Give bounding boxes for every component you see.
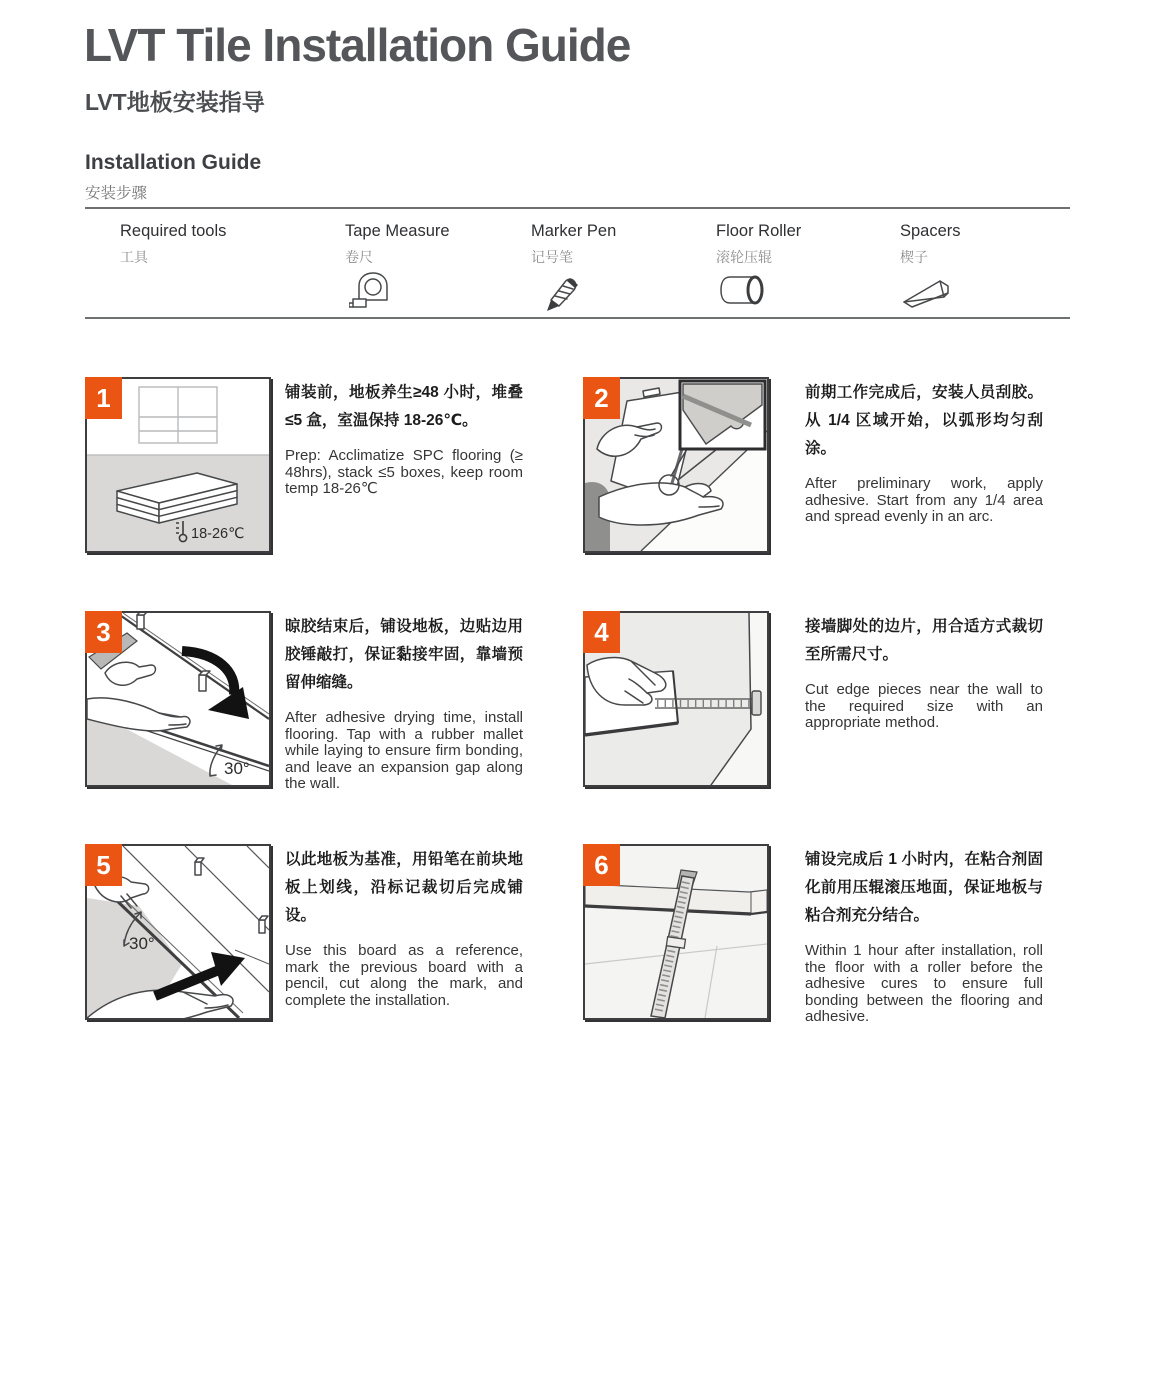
step-6-text <box>805 846 1043 1026</box>
step-1-text <box>285 379 523 498</box>
step-5-text-zh: 以此地板为基准，用铅笔在前块地板上划线，沿标记裁切后完成铺设。 <box>285 851 523 924</box>
marker-pen-icon <box>537 266 585 319</box>
tape-measure-icon <box>349 266 397 319</box>
tool-label: Tape Measure <box>345 222 450 240</box>
step-3-angle-label: 30° <box>224 759 250 778</box>
step-4-number-badge: 4 <box>583 611 620 653</box>
section-heading: Installation Guide <box>85 151 262 174</box>
step-5-figure <box>85 844 271 1020</box>
tools-header-label: Required tools <box>120 222 227 240</box>
divider-bottom <box>85 317 1070 319</box>
tool-label-zh: 滚轮压辊 <box>716 249 772 265</box>
tool-label: Floor Roller <box>716 222 802 240</box>
step-4-figure <box>583 611 769 787</box>
page-subtitle-zh: LVT地板安装指导 <box>85 89 265 115</box>
step-1-number-badge: 1 <box>85 377 122 419</box>
tools-header-label-zh: 工具 <box>120 249 148 265</box>
step-1-figure <box>85 377 271 553</box>
divider-top <box>85 207 1070 209</box>
step-2-text-zh: 前期工作完成后，安装人员刮胶。从 1/4 区域开始，以弧形均匀刮涂。 <box>805 384 1043 457</box>
step-3-text <box>285 613 523 793</box>
step-6-text-zh: 铺设完成后 1 小时内，在粘合剂固化前用压辊滚压地面，保证地板与粘合剂充分结合。 <box>805 851 1043 924</box>
tool-label-zh: 卷尺 <box>345 249 373 265</box>
step-4-text-en: Cut edge pieces near the wall to the required size with an appropriate method. <box>805 681 1043 731</box>
step-1-temperature-label: 18-26℃ <box>191 526 245 542</box>
step-1-text-zh: 铺装前，地板养生≥48 小时，堆叠≤5 盒，室温保持 18-26℃。 <box>285 384 523 429</box>
tool-label: Marker Pen <box>531 222 617 240</box>
step-3-text-en: After adhesive drying time, install flooring. Tap with a rubber mallet while laying to ensure firm bonding, and leave an expansion gap along the wall. <box>285 709 523 792</box>
step-2-text <box>805 379 1043 526</box>
spacer-wedge-icon <box>900 266 952 319</box>
step-4-text <box>805 613 1043 732</box>
section-heading-zh: 安装步骤 <box>85 185 148 202</box>
tool-label-zh: 楔子 <box>900 249 928 265</box>
step-1-text-en: Prep: Acclimatize SPC flooring (≥ 48hrs), stack ≤5 boxes, keep room temp 18-26℃ <box>285 447 523 497</box>
step-5-text-en: Use this board as a reference, mark the previous board with a pencil, cut along the mark, and complete the installation. <box>285 942 523 1009</box>
step-5-text <box>285 846 523 1009</box>
step-3-number-badge: 3 <box>85 611 122 653</box>
floor-roller-icon <box>718 266 770 319</box>
tool-label-zh: 记号笔 <box>531 249 573 265</box>
step-3-text-zh: 晾胶结束后，铺设地板，边贴边用胶锤敲打，保证黏接牢固，靠墙预留伸缩缝。 <box>285 618 523 691</box>
step-2-text-en: After preliminary work, apply adhesive. Start from any 1/4 area and spread evenly in an arc. <box>805 475 1043 525</box>
tool-label: Spacers <box>900 222 961 240</box>
step-4-text-zh: 接墙脚处的边片，用合适方式裁切至所需尺寸。 <box>805 618 1043 663</box>
step-6-figure <box>583 844 769 1020</box>
step-5-angle-label: 30° <box>129 934 155 953</box>
step-2-figure <box>583 377 769 553</box>
step-6-number-badge: 6 <box>583 844 620 886</box>
step-5-number-badge: 5 <box>85 844 122 886</box>
step-6-text-en: Within 1 hour after installation, roll the floor with a roller before the adhesive cures to ensure full bonding between the flooring and adhesive. <box>805 942 1043 1025</box>
step-2-number-badge: 2 <box>583 377 620 419</box>
step-3-figure <box>85 611 271 787</box>
page-title: LVT Tile Installation Guide <box>84 19 631 71</box>
